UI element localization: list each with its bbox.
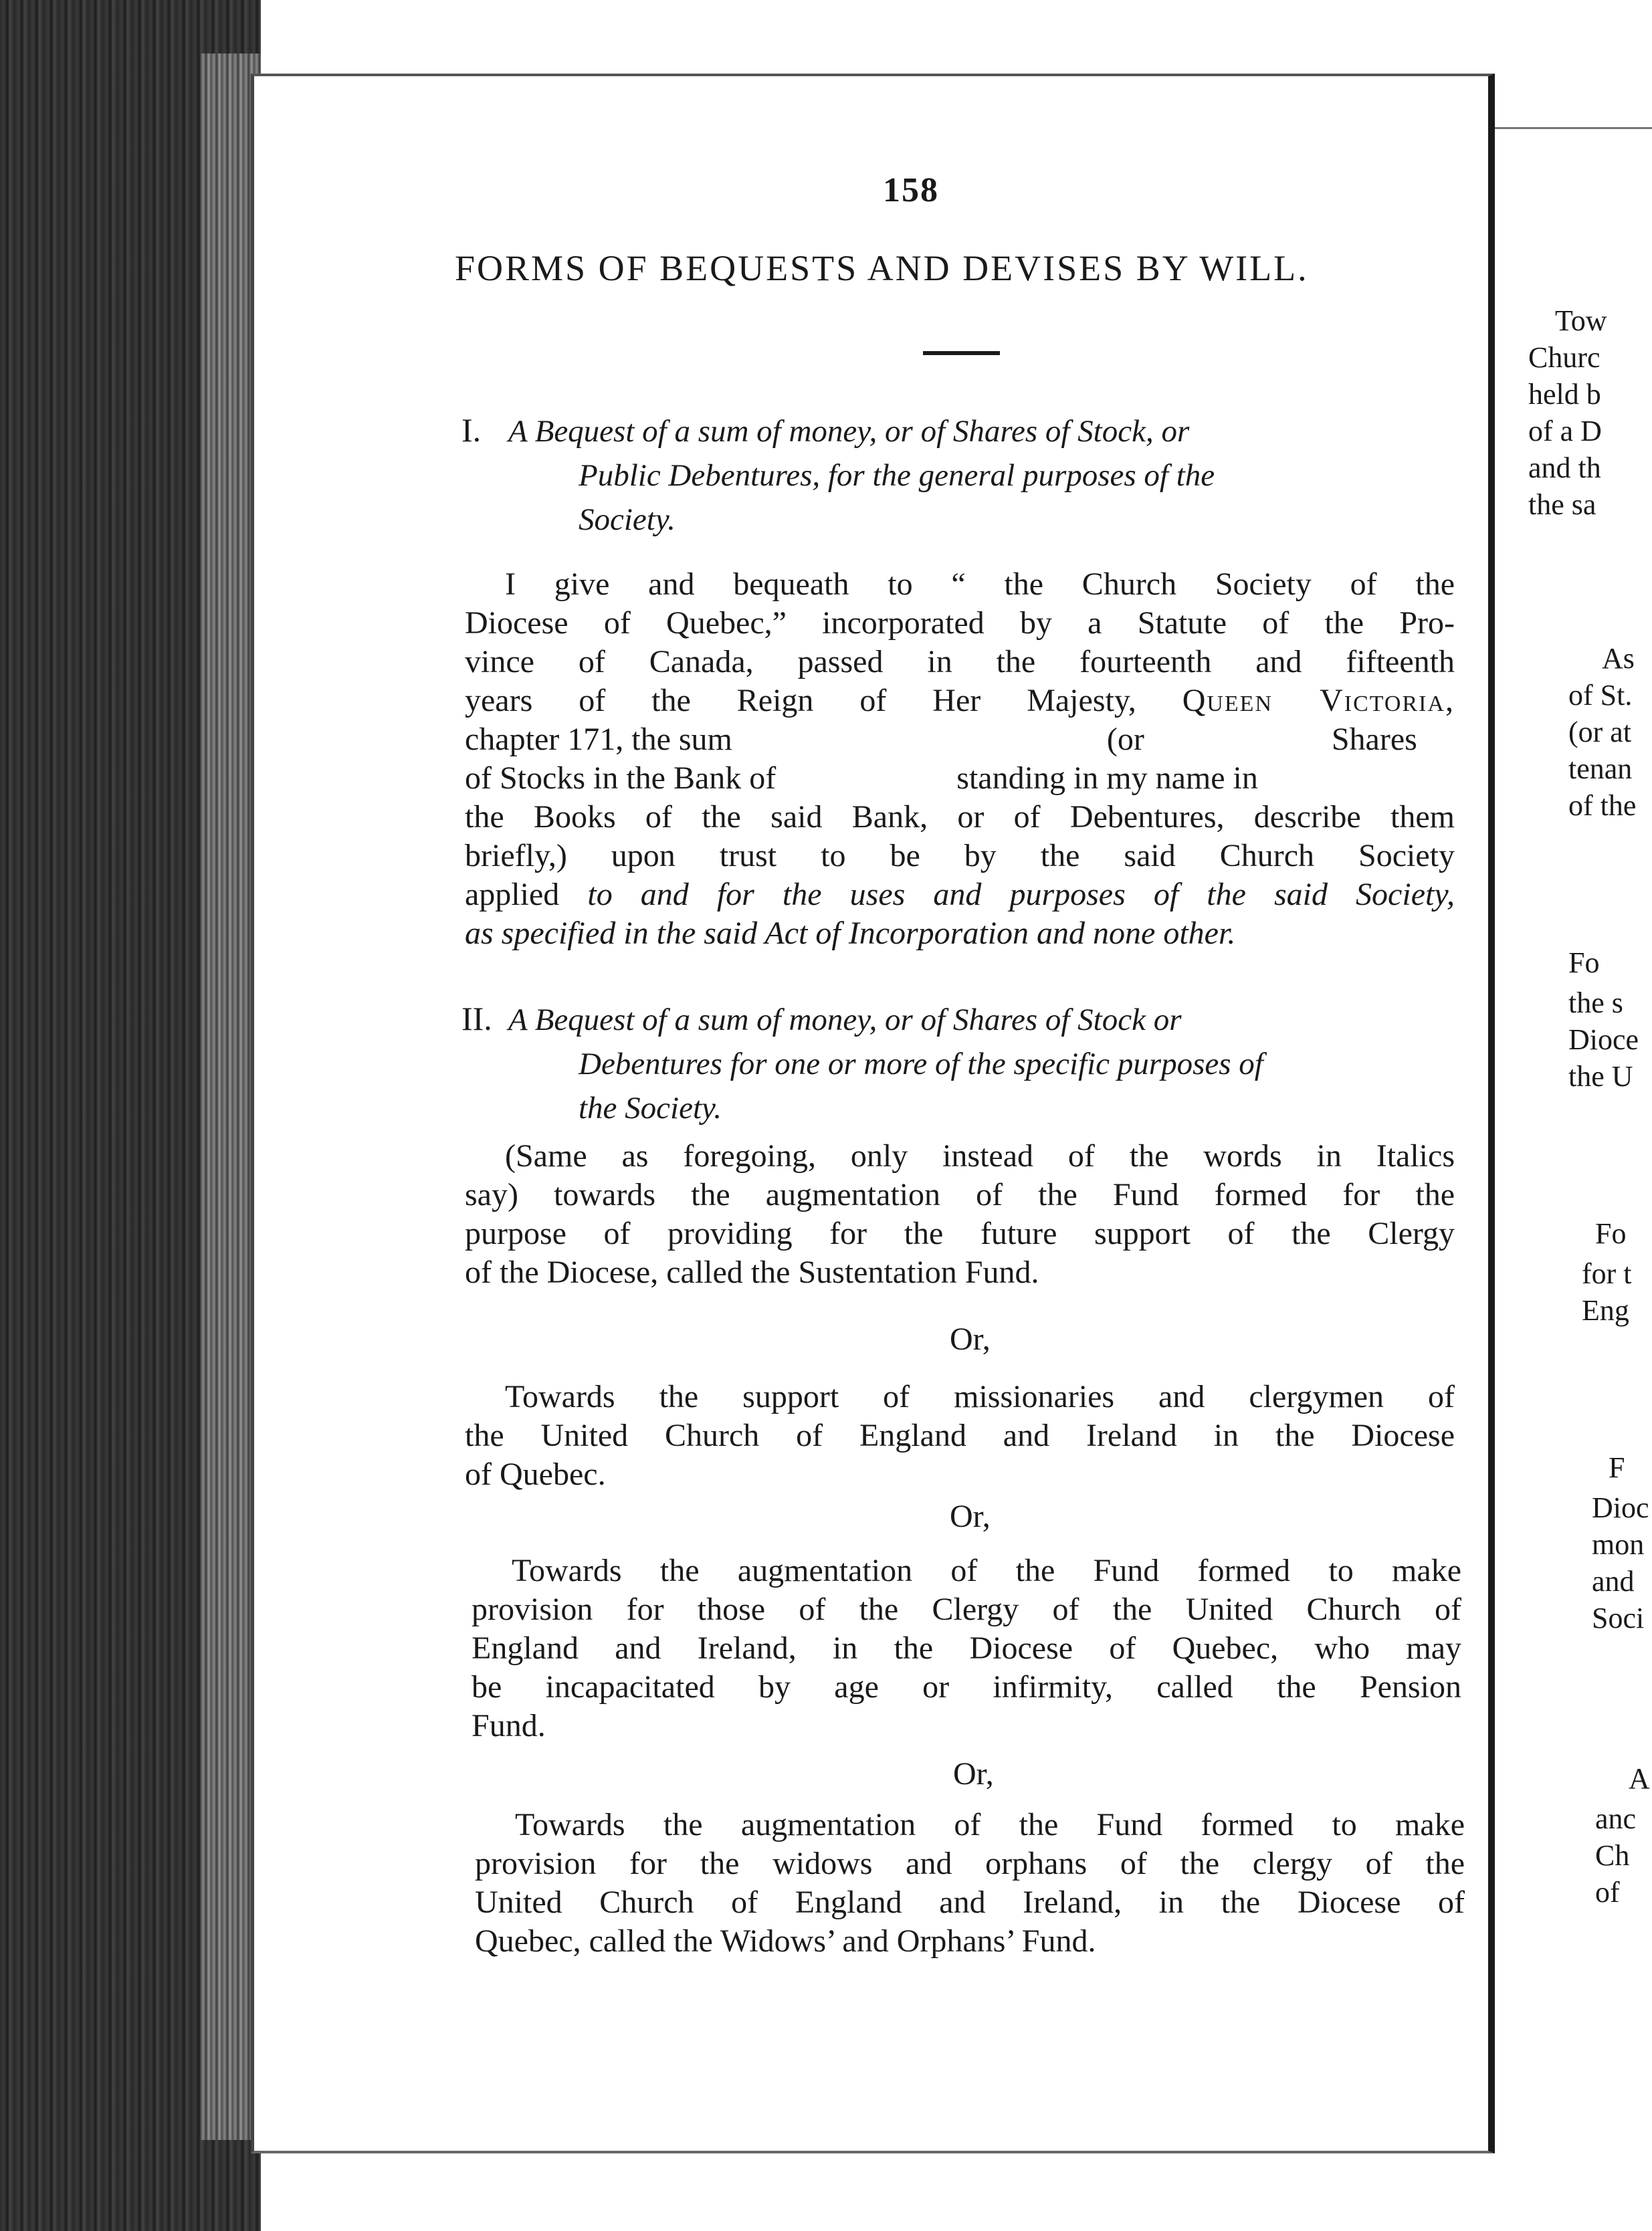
section-2-numeral: II.: [461, 1000, 492, 1037]
facing-line: of a D: [1528, 415, 1602, 447]
section-2-line-1: A Bequest of a sum of money, or of Shares of Stock or: [508, 1002, 1182, 1037]
facing-line: Dioce: [1568, 1023, 1639, 1056]
p1-line-6-text: of Stocks in the Bank of: [465, 760, 777, 796]
facing-line: and: [1592, 1565, 1635, 1598]
page-number: 158: [883, 171, 939, 209]
or-divider-1: Or,: [950, 1321, 991, 1357]
p5-line-1: Towards the augmentation of the Fund formed to make: [515, 1807, 1465, 1842]
section-1-line-3: Society.: [579, 502, 676, 537]
p5-line-2: provision for the widows and orphans of the clergy of the: [475, 1846, 1465, 1881]
title-rule: [923, 351, 1000, 355]
paragraph-1: [465, 565, 1455, 953]
p1-line-4-text: years of the Reign of Her Majesty,: [465, 683, 1136, 718]
section-1-heading: [461, 408, 1215, 542]
facing-line: the s: [1568, 986, 1623, 1019]
p1-line-10: as specified in the said Act of Incorporation and none other.: [465, 916, 1236, 951]
p5-line-3: United Church of England and Ireland, in the Diocese of: [475, 1885, 1465, 1920]
p3-line-1: Towards the support of missionaries and clergymen of: [505, 1379, 1455, 1414]
p1-line-2: Diocese of Quebec,” incorporated by a Statute of the Pro-: [465, 605, 1455, 641]
facing-line: Ch: [1595, 1839, 1630, 1872]
section-2-heading: [461, 996, 1263, 1130]
page-title: FORMS OF BEQUESTS AND DEVISES BY WILL.: [455, 248, 1309, 288]
p3-line-2: the United Church of England and Ireland in the Diocese: [465, 1418, 1455, 1453]
p1-line-7: the Books of the said Bank, or of Debentures, describe them: [465, 799, 1455, 835]
facing-line: F: [1609, 1451, 1625, 1484]
facing-page: [1495, 127, 1652, 2155]
facing-line: of St.: [1568, 679, 1633, 712]
facing-line: Tow: [1555, 304, 1607, 337]
p1-shares: Shares: [1331, 722, 1417, 757]
facing-line: of: [1595, 1876, 1620, 1909]
p1-or: (or: [1106, 722, 1144, 757]
p4-line-3: England and Ireland, in the Diocese of Quebec, who may: [472, 1630, 1461, 1666]
p2-line-1: (Same as foregoing, only instead of the words in Italics: [505, 1138, 1455, 1174]
p4-line-2: provision for those of the Clergy of the United Church of: [472, 1592, 1461, 1627]
p1-line-9: [465, 875, 1455, 914]
queen-victoria: Queen Victoria,: [1182, 683, 1455, 718]
p1-line-4: [465, 681, 1455, 720]
p2-line-2: say) towards the augmentation of the Fund formed for the: [465, 1177, 1455, 1212]
facing-line: for t: [1582, 1257, 1632, 1290]
facing-line: mon: [1592, 1528, 1645, 1561]
facing-line: Soci: [1592, 1602, 1645, 1634]
facing-line: Eng: [1582, 1294, 1629, 1327]
paragraph-2: [465, 1137, 1455, 1292]
section-1-numeral: I.: [461, 411, 482, 449]
p1-italic-tail: to and for the uses and purposes of the said Society,: [587, 877, 1455, 912]
p2-line-3: purpose of providing for the future support of the Clergy: [465, 1216, 1455, 1251]
p5-line-4: Quebec, called the Widows’ and Orphans’ Fund.: [475, 1923, 1096, 1959]
p1-line-1: I give and bequeath to “ the Church Society of the: [505, 566, 1455, 602]
facing-line: (or at: [1568, 716, 1632, 748]
or-divider-3: Or,: [953, 1756, 994, 1792]
facing-line: Fo: [1595, 1217, 1627, 1250]
p1-line-5: [465, 720, 1455, 759]
facing-line: and th: [1528, 451, 1601, 484]
facing-line: held b: [1528, 378, 1601, 411]
p2-line-4: of the Diocese, called the Sustentation Fund.: [465, 1255, 1039, 1290]
facing-line: As: [1602, 642, 1635, 675]
facing-line: Fo: [1568, 946, 1600, 979]
p4-line-5: Fund.: [472, 1708, 546, 1743]
facing-line: Churc: [1528, 341, 1601, 374]
section-2-line-2: Debentures for one or more of the specific purposes of: [579, 1047, 1263, 1081]
section-1-line-1: A Bequest of a sum of money, or of Shares of Stock, or: [508, 414, 1190, 449]
p1-line-8: briefly,) upon trust to be by the said Church Society: [465, 838, 1455, 873]
section-2-line-3: the Society.: [579, 1091, 722, 1126]
paragraph-5: [475, 1806, 1465, 1961]
facing-line: the sa: [1528, 488, 1596, 521]
facing-line: tenan: [1568, 752, 1633, 785]
facing-line: Dioc: [1592, 1491, 1649, 1524]
section-1-line-2: Public Debentures, for the general purposes of the: [579, 458, 1215, 493]
p1-line-3: vince of Canada, passed in the fourteenth and fifteenth: [465, 644, 1455, 679]
p1-line-5-text: chapter 171, the sum: [465, 722, 732, 757]
p1-line-9-text: applied: [465, 877, 560, 912]
facing-line: the U: [1568, 1060, 1633, 1093]
p1-standing: standing in my name in: [956, 760, 1258, 796]
p4-line-4: be incapacitated by age or infirmity, called the Pension: [472, 1669, 1461, 1705]
facing-line: A: [1629, 1762, 1650, 1795]
p1-line-6: [465, 759, 1455, 798]
p4-line-1: Towards the augmentation of the Fund formed to make: [512, 1553, 1461, 1588]
paragraph-4: [472, 1552, 1461, 1745]
paragraph-3: [465, 1378, 1455, 1494]
or-divider-2: Or,: [950, 1499, 991, 1534]
p3-line-3: of Quebec.: [465, 1457, 606, 1492]
facing-line: of the: [1568, 789, 1637, 822]
facing-line: anc: [1595, 1802, 1637, 1835]
